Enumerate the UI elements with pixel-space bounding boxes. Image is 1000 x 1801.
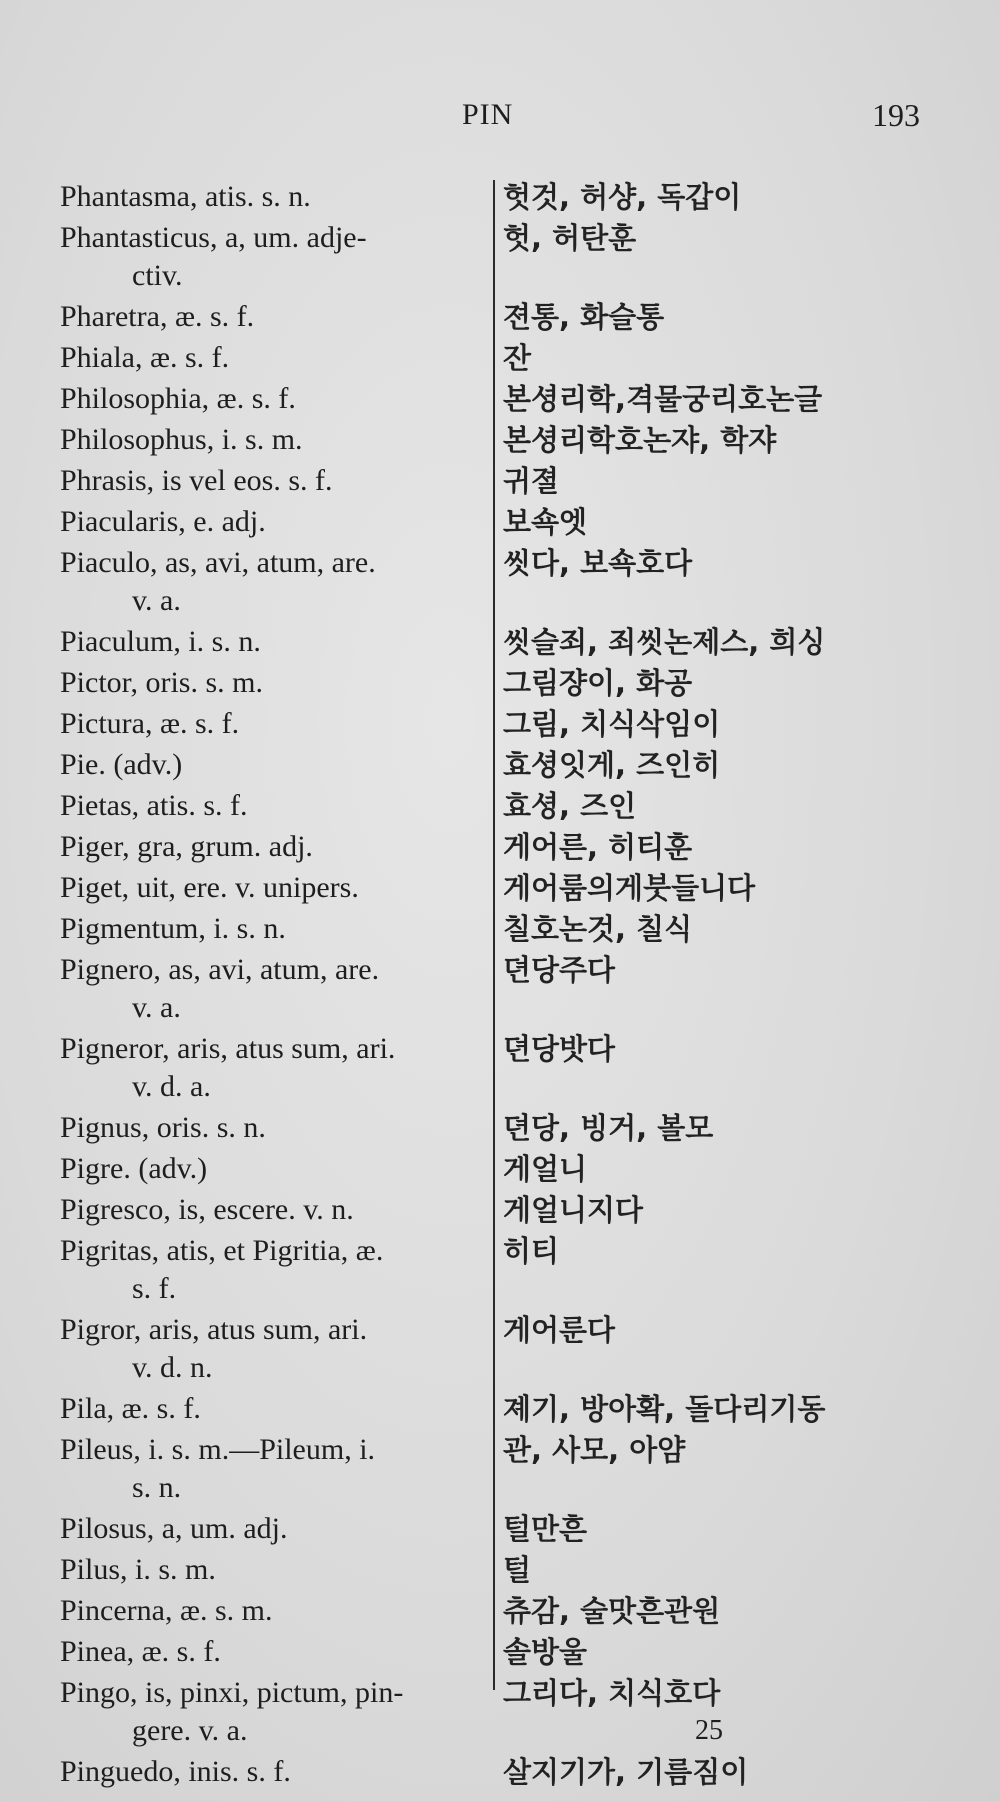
latin-headword <box>60 787 485 825</box>
latin-headword <box>60 623 485 661</box>
latin-text: Phantasticus, a, um. adje- <box>60 221 367 254</box>
latin-text: Pigritas, atis, et Pigritia, æ. <box>60 1234 384 1267</box>
korean-gloss: 효셩잇게, 즈인히 <box>503 748 721 782</box>
korean-gloss: 게얼니 <box>503 1152 588 1186</box>
dictionary-entry <box>60 664 960 702</box>
latin-continuation: v. d. a. <box>132 1070 211 1103</box>
dictionary-entry <box>60 1674 960 1750</box>
korean-gloss: 그리다, 치식호다 <box>503 1676 721 1710</box>
latin-text: Pilosus, a, um. adj. <box>60 1512 288 1545</box>
latin-continuation: gere. v. a. <box>132 1714 248 1747</box>
dictionary-entry <box>60 421 960 459</box>
dictionary-entry <box>60 178 960 216</box>
entry-list <box>60 178 960 1794</box>
dictionary-entry <box>60 787 960 825</box>
page-number: 193 <box>872 97 920 133</box>
dictionary-entry <box>60 1633 960 1671</box>
korean-gloss: 게얼니지다 <box>503 1193 644 1227</box>
dictionary-entry <box>60 544 960 620</box>
korean-gloss: 관, 사모, 아얌 <box>503 1433 686 1467</box>
korean-gloss: 뎐당밧다 <box>503 1032 616 1066</box>
dictionary-entry <box>60 623 960 661</box>
korean-gloss: 헛, 허탄훈 <box>503 221 637 255</box>
latin-text: Pictura, æ. s. f. <box>60 707 240 740</box>
latin-headword <box>60 1431 485 1507</box>
dictionary-entry <box>60 1551 960 1589</box>
latin-text: Pingo, is, pinxi, pictum, pin- <box>60 1676 404 1709</box>
latin-headword <box>60 1390 485 1428</box>
korean-gloss: 효셩, 즈인 <box>503 789 637 823</box>
korean-gloss: 츄감, 술맛흔관원 <box>503 1594 721 1628</box>
latin-text: Pie. (adv.) <box>60 748 183 781</box>
latin-text: Piaculum, i. s. n. <box>60 625 261 658</box>
latin-text: Philosophia, æ. s. f. <box>60 382 296 415</box>
latin-continuation: v. a. <box>132 584 181 617</box>
latin-headword <box>60 503 485 541</box>
latin-text: Pileus, i. s. m.—Pileum, i. <box>60 1433 376 1466</box>
korean-gloss: 게어룬다 <box>503 1313 616 1347</box>
latin-continuation: v. d. n. <box>132 1351 213 1384</box>
latin-headword <box>60 705 485 743</box>
latin-headword <box>60 1633 485 1671</box>
latin-headword <box>60 1510 485 1548</box>
latin-headword <box>60 1030 485 1106</box>
latin-text: Pila, æ. s. f. <box>60 1392 201 1425</box>
dictionary-entry <box>60 380 960 418</box>
latin-continuation: v. a. <box>132 991 181 1024</box>
korean-gloss: 칠호논것, 칠식 <box>503 912 693 946</box>
dictionary-entry <box>60 1510 960 1548</box>
dictionary-entry <box>60 1191 960 1229</box>
dictionary-entry <box>60 951 960 1027</box>
latin-headword <box>60 746 485 784</box>
latin-headword <box>60 462 485 500</box>
dictionary-entry <box>60 705 960 743</box>
korean-gloss: 귀졀 <box>503 464 560 498</box>
latin-text: Pinea, æ. s. f. <box>60 1635 221 1668</box>
latin-continuation: s. f. <box>132 1272 177 1305</box>
latin-text: Pietas, atis. s. f. <box>60 789 248 822</box>
latin-continuation: ctiv. <box>132 259 183 292</box>
dictionary-entry <box>60 869 960 907</box>
latin-text: Philosophus, i. s. m. <box>60 423 303 456</box>
dictionary-entry <box>60 1390 960 1428</box>
dictionary-entry <box>60 1753 960 1791</box>
korean-gloss: 게어룸의게붓들니다 <box>503 871 756 905</box>
korean-gloss: 헛것, 허샹, 독갑이 <box>503 180 742 214</box>
korean-gloss: 씻다, 보쇽호다 <box>503 546 693 580</box>
latin-text: Pigmentum, i. s. n. <box>60 912 286 945</box>
korean-gloss: 솔방울 <box>503 1635 588 1669</box>
latin-headword <box>60 298 485 336</box>
korean-gloss: 뎐당, 빙거, 볼모 <box>503 1111 714 1145</box>
latin-text: Pincerna, æ. s. m. <box>60 1594 273 1627</box>
latin-text: Pinguedo, inis. s. f. <box>60 1755 291 1788</box>
signature-mark: 25 <box>695 1715 723 1746</box>
dictionary-entry <box>60 298 960 336</box>
latin-headword <box>60 1150 485 1188</box>
korean-gloss: 뎐당주다 <box>503 953 616 987</box>
latin-text: Pigre. (adv.) <box>60 1152 208 1185</box>
latin-headword <box>60 219 485 295</box>
latin-text: Piacularis, e. adj. <box>60 505 266 538</box>
latin-headword <box>60 380 485 418</box>
dictionary-entry <box>60 462 960 500</box>
dictionary-entry <box>60 746 960 784</box>
dictionary-entry <box>60 1592 960 1630</box>
latin-headword <box>60 910 485 948</box>
dictionary-entry <box>60 1109 960 1147</box>
latin-text: Pignus, oris. s. n. <box>60 1111 266 1144</box>
latin-continuation: s. n. <box>132 1471 182 1504</box>
dictionary-entry <box>60 503 960 541</box>
korean-gloss: 본셩리학,격물궁리호논글 <box>503 382 823 416</box>
dictionary-entry <box>60 339 960 377</box>
latin-text: Pigresco, is, escere. v. n. <box>60 1193 354 1226</box>
latin-headword <box>60 1551 485 1589</box>
korean-gloss: 졔기, 방아확, 돌다리기동 <box>503 1392 826 1426</box>
dictionary-entry <box>60 1311 960 1387</box>
korean-gloss: 게어른, 히티훈 <box>503 830 693 864</box>
korean-gloss: 털 <box>503 1553 532 1587</box>
latin-text: Piaculo, as, avi, atum, are. <box>60 546 376 579</box>
latin-text: Pilus, i. s. m. <box>60 1553 216 1586</box>
latin-headword <box>60 178 485 216</box>
latin-headword <box>60 339 485 377</box>
latin-headword <box>60 544 485 620</box>
latin-text: Pigneror, aris, atus sum, ari. <box>60 1032 396 1065</box>
korean-gloss: 털만흔 <box>503 1512 588 1546</box>
korean-gloss: 살지기가, 기름짐이 <box>503 1755 749 1789</box>
dictionary-entry <box>60 1030 960 1106</box>
latin-headword <box>60 1592 485 1630</box>
latin-text: Phantasma, atis. s. n. <box>60 180 311 213</box>
latin-headword <box>60 421 485 459</box>
korean-gloss: 본셩리학호논쟈, 학쟈 <box>503 423 777 457</box>
dictionary-entry <box>60 1150 960 1188</box>
latin-headword <box>60 1191 485 1229</box>
latin-headword <box>60 1311 485 1387</box>
korean-gloss: 씻슬죄, 죄씻논제스, 희싱 <box>503 625 826 659</box>
dictionary-entry <box>60 1431 960 1507</box>
latin-headword <box>60 951 485 1027</box>
latin-text: Phiala, æ. s. f. <box>60 341 230 374</box>
korean-gloss: 잔 <box>503 341 532 375</box>
latin-headword <box>60 869 485 907</box>
korean-gloss: 그림쟝이, 화공 <box>503 666 693 700</box>
latin-text: Pigror, aris, atus sum, ari. <box>60 1313 368 1346</box>
latin-headword <box>60 1232 485 1308</box>
latin-text: Pharetra, æ. s. f. <box>60 300 255 333</box>
dictionary-entry <box>60 828 960 866</box>
latin-text: Pictor, oris. s. m. <box>60 666 263 699</box>
dictionary-entry <box>60 910 960 948</box>
latin-headword <box>60 1109 485 1147</box>
running-head: PIN <box>462 98 514 131</box>
latin-headword <box>60 1674 485 1750</box>
dictionary-entry <box>60 219 960 295</box>
latin-headword <box>60 828 485 866</box>
korean-gloss: 히티 <box>503 1234 560 1268</box>
latin-headword <box>60 1753 485 1791</box>
korean-gloss: 보쇽엣 <box>503 505 588 539</box>
korean-gloss: 젼통, 화슬통 <box>503 300 665 334</box>
latin-text: Phrasis, is vel eos. s. f. <box>60 464 333 497</box>
latin-headword <box>60 664 485 702</box>
dictionary-entry <box>60 1232 960 1308</box>
latin-text: Pignero, as, avi, atum, are. <box>60 953 380 986</box>
korean-gloss: 그림, 치식삭임이 <box>503 707 721 741</box>
latin-text: Piger, gra, grum. adj. <box>60 830 313 863</box>
latin-text: Piget, uit, ere. v. unipers. <box>60 871 359 904</box>
